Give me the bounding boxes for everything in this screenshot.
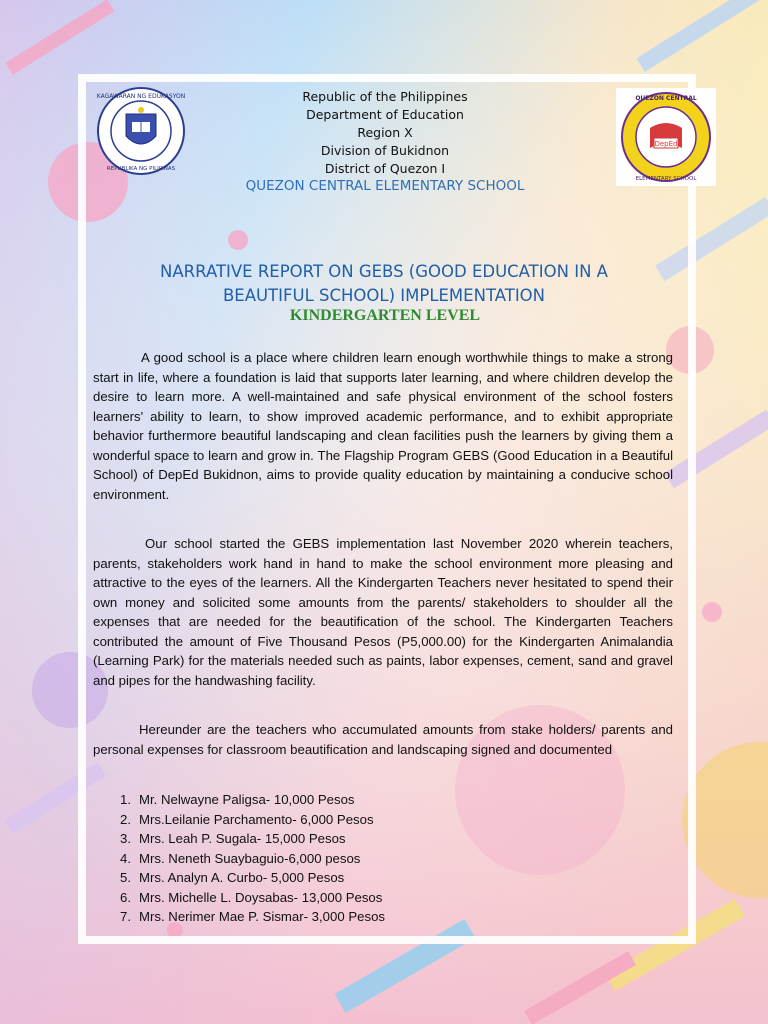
list-item: 6. Mrs. Michelle L. Doysabas- 13,000 Pesos	[120, 889, 383, 905]
list-item: 1. Mr. Nelwayne Paligsa- 10,000 Pesos	[120, 792, 355, 807]
svg-text:ELEMENTARY SCHOOL: ELEMENTARY SCHOOL	[635, 176, 697, 182]
svg-text:KAGAWARAN NG EDUKASYON: KAGAWARAN NG EDUKASYON	[96, 93, 186, 100]
paragraph-2: Our school started the GEBS implementation last November 2020 wherein teachers, parents, stakeholders work hand in hand to make the school environment more pleasing and attractive to the eyes of the learners. All the Kindergarten Teachers never hesitated to spend their own money and solicited some amounts from the parents/ stakeholders to shoulder all the expenses that are needed for the beautification of the school. The Kindergarten Teachers contributed the amount of Five Thousand Pesos (P5,000.00) for the Kindergarten Animalandia (Learning Park) for the materials needed such as paints, labor expenses, cement, sand and gravel and pipes for the handwashing facility.	[93, 536, 673, 688]
header-line-department: Department of Education	[306, 107, 464, 122]
header-line-district: District of Quezon I	[324, 161, 446, 176]
school-seal-logo	[616, 88, 716, 186]
header-line-region: Region X	[357, 125, 413, 140]
list-item: 3. Mrs. Leah P. Sugala- 15,000 Pesos	[120, 831, 346, 846]
report-title-line-1: NARRATIVE REPORT ON GEBS (GOOD EDUCATION IN A	[160, 262, 608, 281]
svg-text:QUEZON CENTRAL: QUEZON CENTRAL	[635, 95, 697, 102]
header-line-republic: Republic of the Philippines	[302, 89, 468, 104]
report-title-line-2: BEAUTIFUL SCHOOL) IMPLEMENTATION	[222, 286, 546, 305]
svg-text:DepEd: DepEd	[654, 140, 678, 148]
report-title	[100, 260, 668, 308]
list-item: 2. Mrs.Leilanie Parchamento- 6,000 Pesos	[120, 811, 374, 827]
list-item: 7. Mrs. Nerimer Mae P. Sismar- 3,000 Pesos	[120, 909, 385, 924]
header-line-division: Division of Bukidnon	[320, 143, 450, 158]
svg-text:REPUBLIKA NG PILIPINAS: REPUBLIKA NG PILIPINAS	[106, 166, 176, 172]
report-subtitle: KINDERGARTEN LEVEL	[289, 307, 481, 324]
list-item: 5. Mrs. Analyn A. Curbo- 5,000 Pesos	[120, 870, 345, 885]
deped-seal-logo	[90, 86, 192, 176]
teacher-contribution-list	[93, 790, 593, 927]
list-item: 4. Mrs. Neneth Suaybaguio-6,000 pesos	[120, 850, 361, 866]
paragraph-3: Hereunder are the teachers who accumulated amounts from stake holders/ parents and personal expenses for classroom beautification and landscaping signed and documented	[93, 722, 673, 757]
paragraph-1: A good school is a place where children learn enough worthwhile things to make a strong start in life, where a foundation is laid that supports later learning, and where children develop the desire to learn more. A well-maintained and safe physical environment of the school fosters learners' ability to learn, to show improved academic performance, and to exhibit appropriate behavior furthermore beautiful landscaping and clean facilities push the learners by giving them a wonderful space to learn and grow in. The Flagship Program GEBS (Good Education in a Beautiful School) of DepEd Bukidnon, aims to provide quality education by maintaining a conducive school environment.	[93, 350, 673, 502]
school-name: QUEZON CENTRAL ELEMENTARY SCHOOL	[245, 178, 525, 194]
